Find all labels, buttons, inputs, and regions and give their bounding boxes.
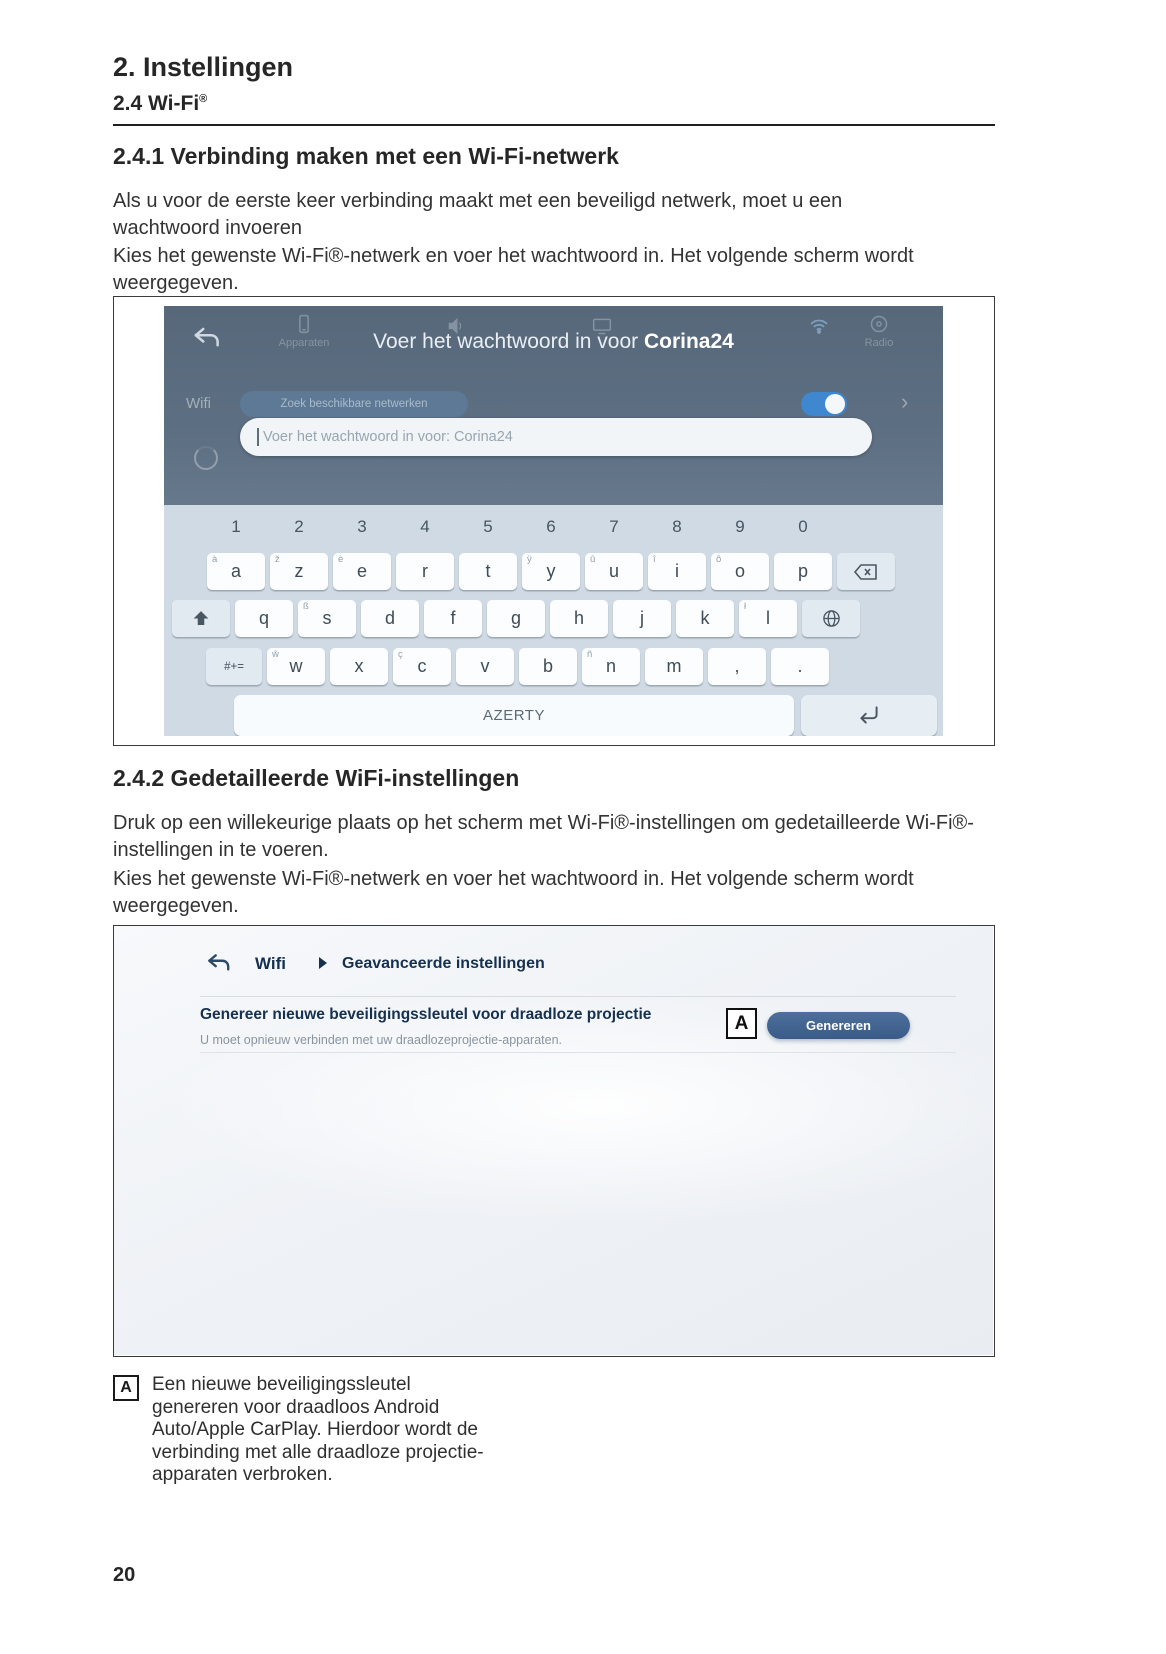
- key-s[interactable]: ß s: [298, 600, 356, 637]
- key-d[interactable]: d: [361, 600, 419, 637]
- header-rule: [113, 124, 995, 126]
- section-label: [113, 92, 207, 116]
- key-o[interactable]: ô o: [711, 553, 769, 590]
- key-z[interactable]: ž z: [270, 553, 328, 590]
- key-6[interactable]: 6: [546, 517, 556, 536]
- registered-mark: ®: [199, 93, 208, 105]
- key-5[interactable]: 5: [483, 517, 493, 536]
- key-q[interactable]: q: [235, 600, 293, 637]
- tab-radio-label: Radio: [864, 337, 894, 349]
- key-a[interactable]: à a: [207, 553, 265, 590]
- title-prefix: Voer het wachtwoord in voor: [373, 330, 644, 353]
- breadcrumb-advanced-settings: Geavanceerde instellingen: [342, 955, 545, 972]
- key-c[interactable]: ç c: [393, 648, 451, 685]
- key-7[interactable]: 7: [609, 517, 619, 536]
- key-u[interactable]: û u: [585, 553, 643, 590]
- key-m[interactable]: m: [645, 648, 703, 685]
- spacebar-key[interactable]: AZERTY: [234, 695, 794, 736]
- key-j[interactable]: j: [613, 600, 671, 637]
- keyboard-row-2: [172, 600, 860, 637]
- key-w[interactable]: ŵ w: [267, 648, 325, 685]
- scanning-spinner-icon: [194, 446, 218, 470]
- key-i[interactable]: î i: [648, 553, 706, 590]
- key-3[interactable]: 3: [357, 517, 367, 536]
- key-1[interactable]: 1: [231, 517, 241, 536]
- wifi-toggle[interactable]: [801, 392, 847, 416]
- key-g[interactable]: g: [487, 600, 545, 637]
- key-period[interactable]: .: [771, 648, 829, 685]
- section-242-paragraph-1: Druk op een willekeurige plaats op het scherm met Wi-Fi®-instellingen om gedetailleerde Wi-Fi®-instellingen in te voeren.: [113, 812, 974, 861]
- divider: [200, 996, 956, 997]
- password-dialog-title: [164, 330, 943, 354]
- key-e[interactable]: è e: [333, 553, 391, 590]
- text-caret: [257, 428, 259, 446]
- globe-icon: [822, 609, 841, 628]
- generate-key-subtitle: U moet opnieuw verbinden met uw draadlozeprojectie-apparaten.: [200, 1033, 563, 1047]
- key-v[interactable]: v: [456, 648, 514, 685]
- breadcrumb-wifi[interactable]: Wifi: [255, 954, 287, 973]
- keyboard-number-row: [207, 517, 832, 537]
- generate-key-title: Genereer nieuwe beveiligingssleutel voor draadloze projectie: [200, 1006, 652, 1023]
- generate-button[interactable]: Genereren: [767, 1012, 910, 1039]
- keyboard-row-3: [206, 648, 829, 685]
- enter-icon: [856, 704, 882, 728]
- key-h[interactable]: h: [550, 600, 608, 637]
- key-2[interactable]: 2: [294, 517, 304, 536]
- section-242-paragraph-2: Kies het gewenste Wi-Fi®-netwerk en voer het wachtwoord in. Het volgende scherm wordt weergegeven.: [113, 868, 914, 917]
- key-b[interactable]: b: [519, 648, 577, 685]
- settings-screen: [114, 926, 993, 1355]
- key-l[interactable]: ł l: [739, 600, 797, 637]
- section-241-paragraph-2: Kies het gewenste Wi-Fi®-netwerk en voer het wachtwoord in. Het volgende scherm wordt weergegeven.: [113, 245, 914, 294]
- toggle-knob: [825, 394, 845, 414]
- key-backspace[interactable]: [837, 553, 895, 590]
- password-field-wrap: [240, 418, 872, 456]
- key-0[interactable]: 0: [798, 517, 808, 536]
- key-symbols[interactable]: #+=: [206, 648, 262, 685]
- callout-a-marker: A: [726, 1008, 757, 1039]
- key-comma[interactable]: ,: [708, 648, 766, 685]
- key-4[interactable]: 4: [420, 517, 430, 536]
- key-t[interactable]: t: [459, 553, 517, 590]
- section-241-paragraph-1: Als u voor de eerste keer verbinding maakt met een beveiligd netwerk, moet u een wachtwoord invoeren: [113, 190, 843, 239]
- footnote-a: [113, 1374, 502, 1487]
- network-name: Corina24: [643, 330, 734, 353]
- key-y[interactable]: ÿ y: [522, 553, 580, 590]
- back-arrow-icon: [206, 951, 232, 977]
- search-networks-button[interactable]: Zoek beschikbare netwerken: [240, 391, 468, 417]
- shift-icon: [192, 610, 210, 627]
- key-shift[interactable]: [172, 600, 230, 637]
- key-n[interactable]: ñ n: [582, 648, 640, 685]
- key-r[interactable]: r: [396, 553, 454, 590]
- key-f[interactable]: f: [424, 600, 482, 637]
- key-p[interactable]: p: [774, 553, 832, 590]
- backspace-icon: [854, 564, 878, 580]
- key-k[interactable]: k: [676, 600, 734, 637]
- breadcrumb-caret-icon: [319, 957, 327, 969]
- key-8[interactable]: 8: [672, 517, 682, 536]
- chapter-title: 2. Instellingen: [113, 52, 294, 82]
- section-242-heading: 2.4.2 Gedetailleerde WiFi-instellingen: [113, 765, 520, 791]
- section-241-heading: 2.4.1 Verbinding maken met een Wi-Fi-netwerk: [113, 143, 619, 169]
- wifi-row-label: Wifi: [186, 395, 211, 412]
- screenshot-password-entry: [113, 296, 995, 746]
- screenshot-advanced-settings: [113, 925, 995, 1357]
- key-x[interactable]: x: [330, 648, 388, 685]
- divider: [200, 1052, 956, 1053]
- page-number: 20: [113, 1564, 136, 1586]
- infotainment-screen: [164, 306, 943, 736]
- password-input[interactable]: [240, 418, 872, 456]
- enter-key[interactable]: [801, 695, 937, 736]
- key-globe[interactable]: [802, 600, 860, 637]
- tab-apparaten-label: Apparaten: [278, 337, 330, 349]
- section-number-title: 2.4 Wi-Fi: [113, 92, 200, 115]
- keyboard-row-1: [207, 553, 895, 590]
- footnote-a-marker: A: [113, 1375, 139, 1401]
- footnote-a-text: Een nieuwe beveiligingssleutel genereren voor draadloos Android Auto/Apple CarPlay. Hierdoor wordt de verbinding met alle draadloze projectie-apparaten verbroken.: [152, 1374, 484, 1485]
- chevron-right-icon[interactable]: ›: [901, 389, 909, 414]
- back-button[interactable]: [206, 951, 232, 977]
- key-9[interactable]: 9: [735, 517, 745, 536]
- onscreen-keyboard: [164, 505, 943, 736]
